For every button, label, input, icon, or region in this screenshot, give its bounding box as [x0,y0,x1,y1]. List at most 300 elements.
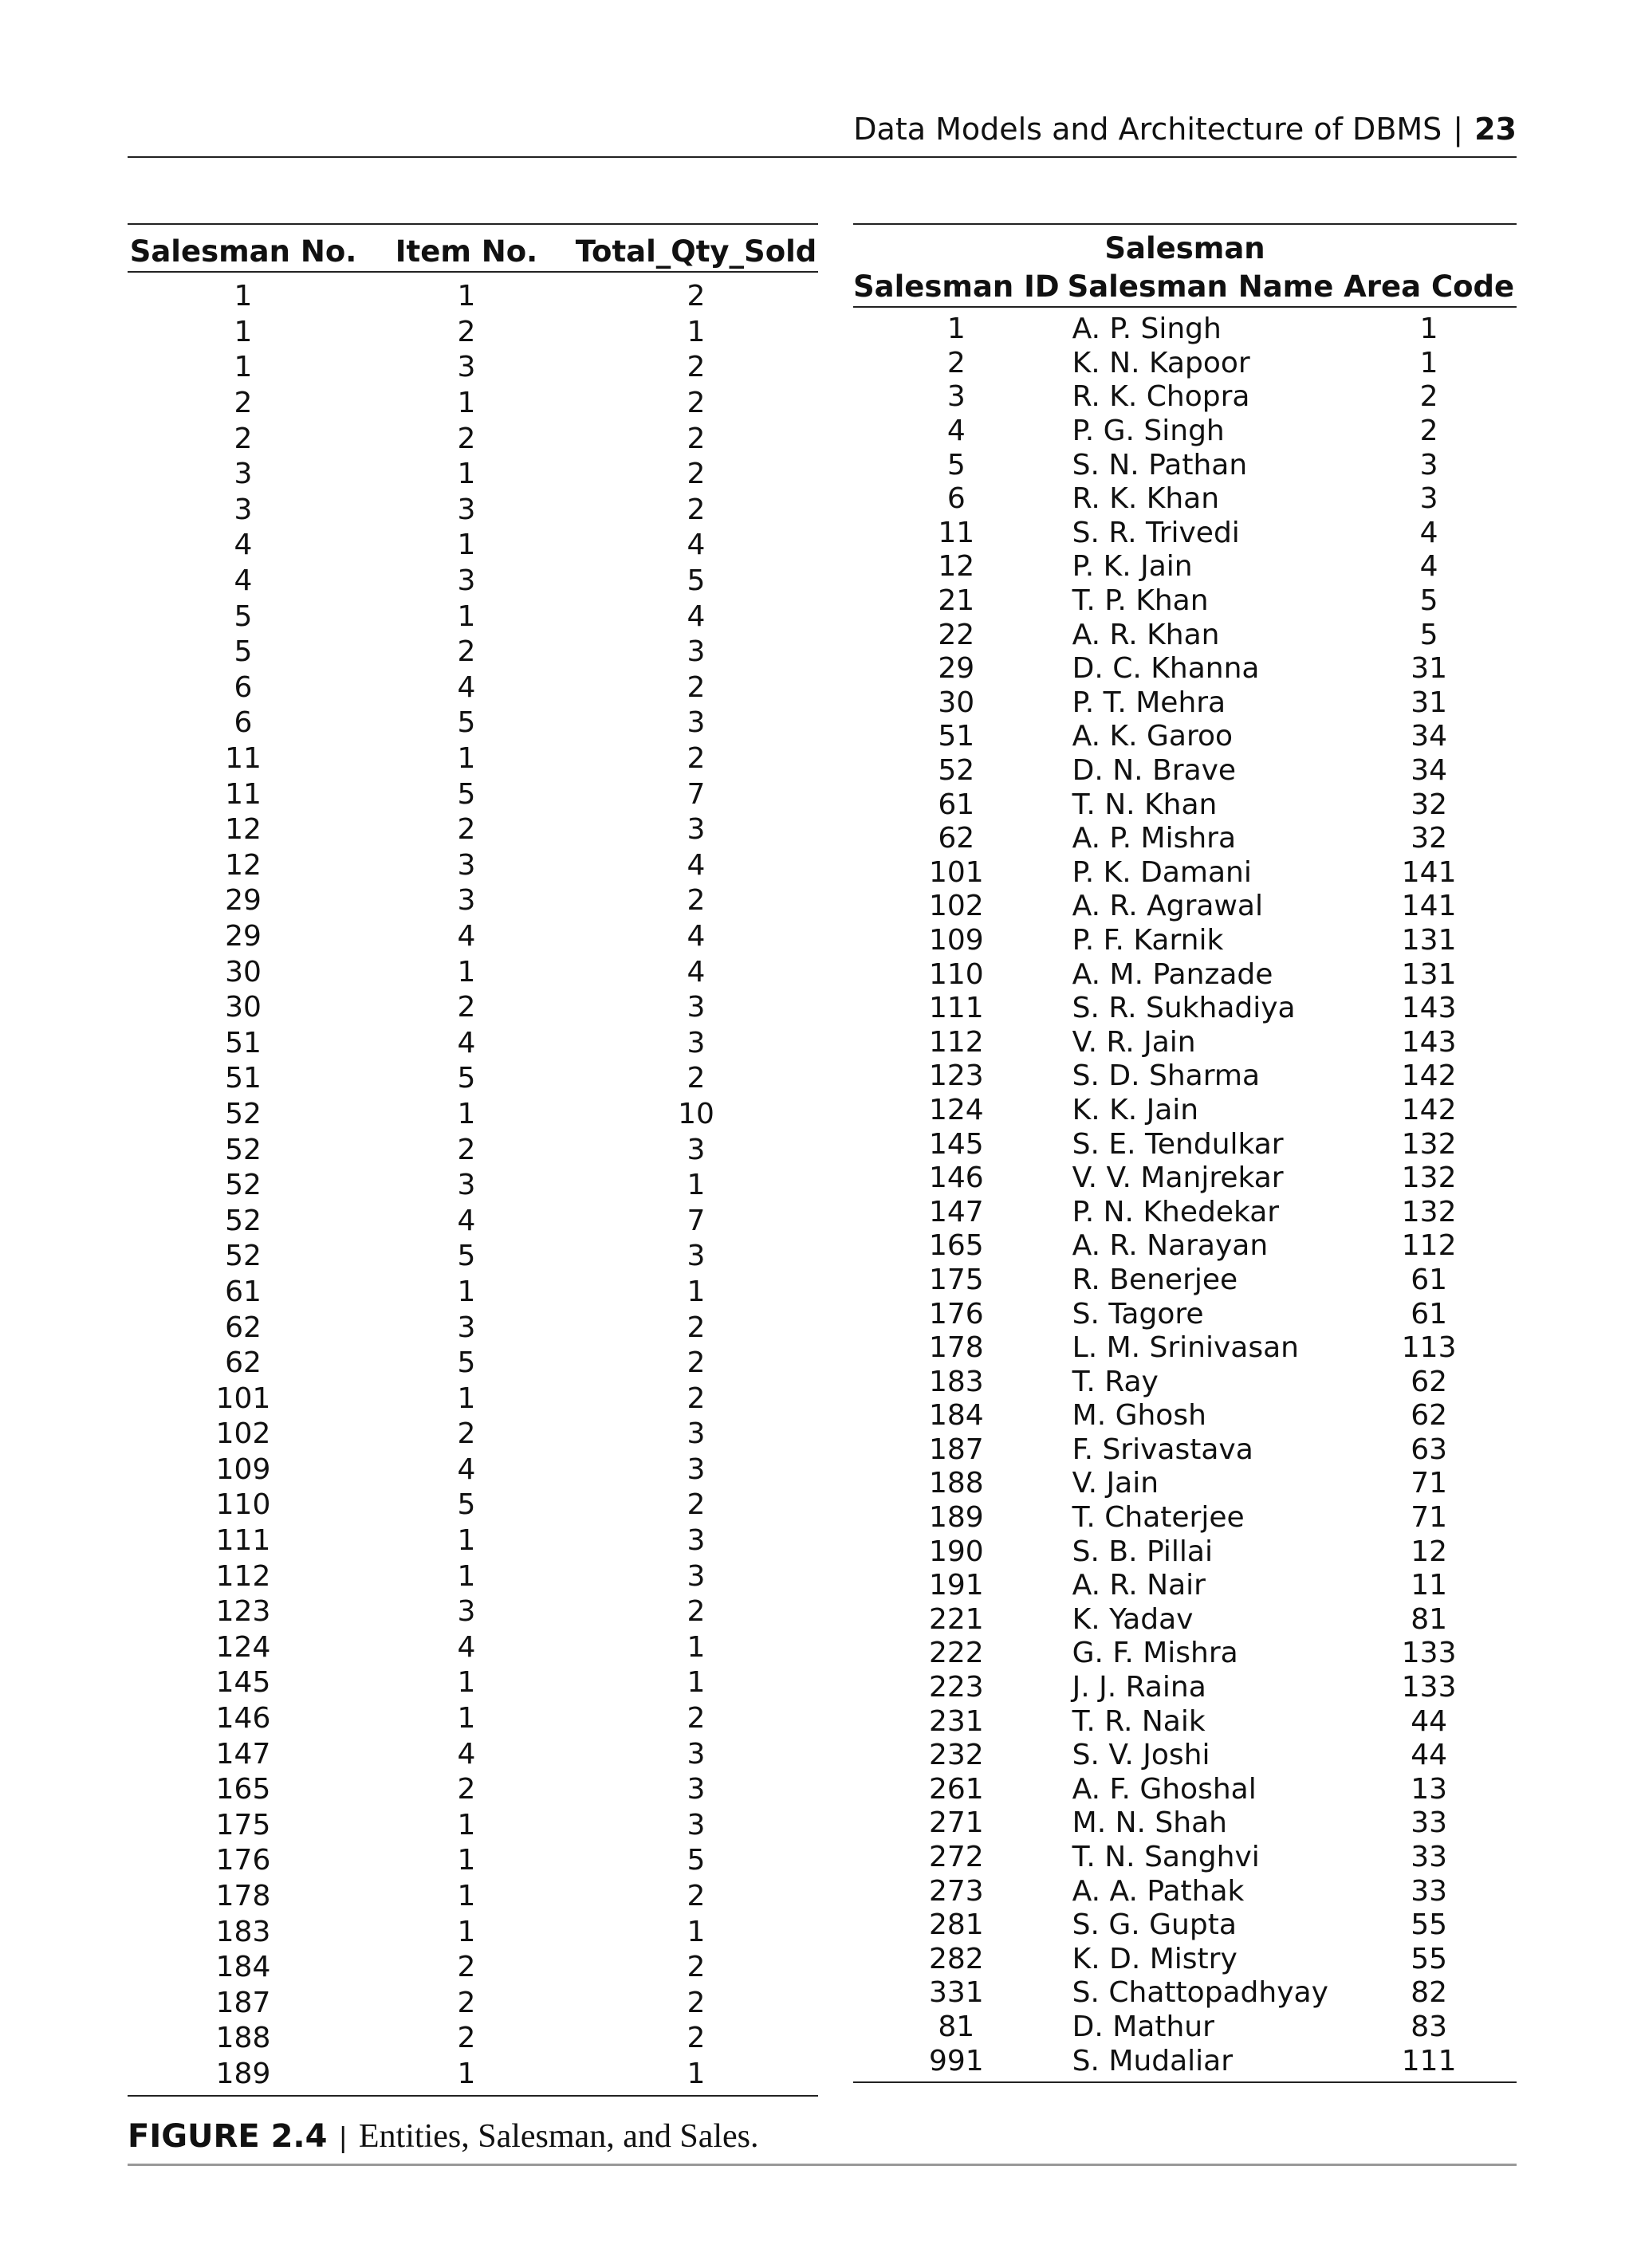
area-code-cell: 131 [1401,957,1457,991]
area-code-cell: 142 [1401,1059,1457,1093]
salesman-id-cell: 991 [928,2044,984,2077]
salesman-id-cell: 231 [928,1704,984,1738]
salesman-no-cell: 52 [225,1097,262,1130]
table-row [853,1637,1517,1671]
salesman-id-cell: 21 [938,584,975,618]
item-no-cell: 5 [457,1240,476,1273]
salesman-name-cell: K. K. Jain [1072,1093,1199,1126]
total-qty-sold-cell: 4 [687,919,706,953]
total-qty-sold-cell: 3 [687,1026,706,1059]
table-row [853,1025,1517,1059]
total-qty-sold-cell: 2 [687,351,706,384]
salesman-no-cell: 29 [225,919,262,953]
salesman-no-cell: 3 [234,458,253,491]
item-no-cell: 1 [457,1559,476,1593]
table-row [853,448,1517,482]
total-qty-sold-cell: 2 [687,387,706,420]
salesman-no-cell: 30 [225,991,262,1024]
salesman-no-cell: 3 [234,493,253,526]
table-row [853,957,1517,992]
salesman-id-cell: 190 [928,1535,984,1568]
figure-caption-text: Entities, Salesman, and Sales. [358,2118,759,2155]
salesman-id-cell: 165 [928,1229,984,1263]
salesman-name-cell: P. T. Mehra [1072,686,1226,719]
total-qty-sold-cell: 1 [687,315,706,348]
salesman-no-cell: 176 [215,1844,271,1877]
salesman-id-cell: 176 [928,1297,984,1331]
item-no-cell: 5 [457,1346,476,1380]
total-qty-sold-cell: 2 [687,1880,706,1913]
table-row [853,1264,1517,1298]
salesman-name-cell: A. P. Singh [1072,312,1222,346]
salesman-id-cell: 331 [928,1976,984,2010]
total-qty-sold-cell: 3 [687,1773,706,1806]
figure-label: FIGURE 2.4 [128,2118,328,2155]
salesman-name-cell: F. Srivastava [1072,1433,1253,1466]
item-no-cell: 2 [457,1773,476,1806]
total-qty-sold-cell: 3 [687,1737,706,1771]
item-no-cell: 2 [457,1417,476,1451]
area-code-cell: 32 [1411,822,1448,855]
col-header-item-no: Item No. [359,224,574,272]
salesman-id-cell: 273 [928,1874,984,1908]
area-code-cell: 44 [1411,1739,1448,1772]
salesman-id-cell: 187 [928,1433,984,1466]
salesman-no-cell: 29 [225,884,262,918]
salesman-no-cell: 12 [225,813,262,847]
salesman-name-cell: D. C. Khanna [1072,652,1260,686]
table-row [853,1501,1517,1535]
table-row [128,350,818,386]
table-row [128,1488,818,1523]
table-row [853,380,1517,415]
salesman-id-cell: 61 [938,788,975,821]
salesman-id-cell: 223 [928,1671,984,1704]
salesman-id-cell: 11 [938,516,975,549]
item-no-cell: 5 [457,706,476,740]
salesman-no-cell: 147 [215,1737,271,1771]
salesman-id-cell: 101 [928,855,984,889]
table-row [128,2057,818,2097]
item-no-cell: 1 [457,387,476,420]
table-row [128,315,818,351]
item-no-cell: 3 [457,848,476,882]
table-row [128,1986,818,2022]
item-no-cell: 2 [457,1951,476,1984]
table-row [128,1772,818,1808]
table-row [128,1559,818,1594]
item-no-cell: 2 [457,991,476,1024]
salesman-name-cell: S. R. Trivedi [1072,516,1240,549]
area-code-cell: 132 [1401,1127,1457,1161]
salesman-id-cell: 22 [938,618,975,651]
table-row [853,1603,1517,1637]
table-row [853,1773,1517,1807]
total-qty-sold-cell: 3 [687,813,706,847]
table-row [128,599,818,635]
total-qty-sold-cell: 2 [687,1062,706,1095]
table-row [128,1417,818,1452]
salesman-table-body [853,307,1517,2082]
total-qty-sold-cell: 4 [687,529,706,562]
table-row [128,1950,818,1986]
salesman-id-cell: 271 [928,1806,984,1840]
running-title: Data Models and Architecture of DBMS [853,112,1442,147]
salesman-id-cell: 1 [946,312,966,346]
table-row [128,1665,818,1701]
area-code-cell: 141 [1401,855,1457,889]
salesman-no-cell: 6 [234,706,253,740]
item-no-cell: 4 [457,1204,476,1237]
total-qty-sold-cell: 1 [687,1666,706,1700]
area-code-cell: 62 [1411,1399,1448,1433]
area-code-cell: 5 [1419,618,1438,651]
col-header-total-qty-sold: Total_Qty_Sold [574,224,818,272]
salesman-no-cell: 51 [225,1062,262,1095]
item-no-cell: 1 [457,1382,476,1415]
area-code-cell: 62 [1411,1365,1448,1398]
area-code-cell: 131 [1401,923,1457,957]
table-row [853,1943,1517,1977]
salesman-no-cell: 52 [225,1204,262,1237]
total-qty-sold-cell: 2 [687,1702,706,1735]
salesman-name-cell: T. R. Naik [1072,1704,1206,1738]
salesman-id-cell: 3 [946,380,966,414]
item-no-cell: 1 [457,1702,476,1735]
salesman-header-row [853,263,1517,307]
table-row [853,1399,1517,1433]
salesman-name-cell: S. Tagore [1072,1297,1204,1331]
area-code-cell: 33 [1411,1806,1448,1840]
total-qty-sold-cell: 2 [687,458,706,491]
salesman-table-caption: Salesman [853,224,1517,263]
salesman-no-cell: 1 [234,351,253,384]
total-qty-sold-cell: 4 [687,955,706,989]
table-row [128,883,818,919]
salesman-id-cell: 81 [938,2010,975,2043]
area-code-cell: 63 [1411,1433,1448,1466]
table-row [853,1127,1517,1162]
total-qty-sold-cell: 5 [687,564,706,598]
table-row [853,1535,1517,1569]
item-no-cell: 1 [457,955,476,989]
salesman-name-cell: K. D. Mistry [1072,1942,1238,1975]
table-row [128,635,818,670]
area-code-cell: 4 [1419,550,1438,584]
table-row [853,1908,1517,1943]
item-no-cell: 1 [457,1880,476,1913]
col-header-salesman-name: Salesman Name [1060,263,1342,307]
table-row [128,1843,818,1879]
total-qty-sold-cell: 2 [687,742,706,776]
area-code-cell: 5 [1419,584,1438,618]
total-qty-sold-cell: 3 [687,1524,706,1558]
table-row [128,1061,818,1097]
salesman-no-cell: 30 [225,955,262,989]
table-row [853,1162,1517,1196]
table-row [853,1976,1517,2011]
area-code-cell: 132 [1401,1195,1457,1228]
table-row [853,856,1517,890]
table-row [128,457,818,493]
table-row [128,2021,818,2057]
salesman-name-cell: V. Jain [1072,1467,1159,1500]
area-code-cell: 55 [1411,1908,1448,1942]
area-code-cell: 81 [1411,1602,1448,1636]
header-separator: | [1453,112,1464,147]
salesman-no-cell: 1 [234,280,253,313]
total-qty-sold-cell: 7 [687,777,706,811]
salesman-no-cell: 102 [215,1417,271,1451]
total-qty-sold-cell: 2 [687,1595,706,1629]
table-row [128,1808,818,1844]
table-row [853,686,1517,721]
total-qty-sold-cell: 1 [687,1915,706,1948]
table-row [128,272,818,315]
area-code-cell: 2 [1419,380,1438,414]
total-qty-sold-cell: 3 [687,706,706,740]
salesman-name-cell: L. M. Srinivasan [1072,1331,1300,1365]
area-code-cell: 12 [1411,1535,1448,1568]
table-row [853,1433,1517,1468]
table-row [853,754,1517,788]
col-header-salesman-id: Salesman ID [853,263,1060,307]
salesman-no-cell: 4 [234,564,253,598]
table-row [128,1203,818,1239]
salesman-name-cell: S. N. Pathan [1072,448,1248,482]
item-no-cell: 1 [457,1097,476,1130]
salesman-name-cell: S. D. Sharma [1072,1059,1261,1093]
table-row [853,890,1517,924]
salesman-name-cell: S. Chattopadhyay [1072,1976,1328,2010]
salesman-no-cell: 187 [215,1986,271,2019]
salesman-no-cell: 62 [225,1346,262,1380]
table-row [128,848,818,884]
salesman-name-cell: A. M. Panzade [1072,957,1273,991]
table-row [128,919,818,955]
salesman-name-cell: J. J. Raina [1072,1671,1206,1704]
salesman-id-cell: 184 [928,1399,984,1433]
area-code-cell: 112 [1401,1229,1457,1263]
total-qty-sold-cell: 3 [687,991,706,1024]
area-code-cell: 32 [1411,788,1448,821]
table-row [128,1736,818,1772]
area-code-cell: 133 [1401,1671,1457,1704]
item-no-cell: 1 [457,1844,476,1877]
salesman-no-cell: 52 [225,1169,262,1202]
salesman-name-cell: K. N. Kapoor [1072,346,1250,379]
table-row [128,564,818,599]
area-code-cell: 55 [1411,1942,1448,1975]
sales-table-body [128,272,818,2096]
salesman-no-cell: 61 [225,1275,262,1308]
item-no-cell: 5 [457,1488,476,1522]
table-row [853,1841,1517,1875]
salesman-name-cell: S. V. Joshi [1072,1739,1210,1772]
table-row [853,1297,1517,1331]
area-code-cell: 44 [1411,1704,1448,1738]
table-row [128,1381,818,1417]
table-row [128,493,818,529]
table-row [128,706,818,741]
salesman-no-cell: 51 [225,1026,262,1059]
table-row [853,415,1517,449]
area-code-cell: 113 [1401,1331,1457,1365]
item-no-cell: 4 [457,1630,476,1664]
total-qty-sold-cell: 3 [687,1240,706,1273]
item-no-cell: 4 [457,1452,476,1486]
salesman-id-cell: 183 [928,1365,984,1398]
salesman-no-cell: 183 [215,1915,271,1948]
salesman-id-cell: 123 [928,1059,984,1093]
item-no-cell: 2 [457,422,476,455]
salesman-id-cell: 282 [928,1942,984,1975]
item-no-cell: 2 [457,1133,476,1166]
area-code-cell: 143 [1401,992,1457,1025]
salesman-id-cell: 12 [938,550,975,584]
table-row [128,1523,818,1559]
item-no-cell: 1 [457,1275,476,1308]
total-qty-sold-cell: 2 [687,1488,706,1522]
salesman-name-cell: A. K. Garoo [1072,720,1234,753]
table-row [853,1806,1517,1841]
salesman-no-cell: 112 [215,1559,271,1593]
area-code-cell: 13 [1411,1772,1448,1806]
table-row [128,776,818,812]
table-row [128,1025,818,1061]
area-code-cell: 33 [1411,1874,1448,1908]
item-no-cell: 4 [457,919,476,953]
item-no-cell: 1 [457,1915,476,1948]
table-row [853,1569,1517,1603]
table-row [853,307,1517,347]
total-qty-sold-cell: 2 [687,1311,706,1344]
salesman-name-cell: T. Chaterjee [1072,1501,1245,1535]
table-row [853,2044,1517,2082]
item-no-cell: 2 [457,813,476,847]
total-qty-sold-cell: 2 [687,884,706,918]
item-no-cell: 3 [457,564,476,598]
area-code-cell: 31 [1411,686,1448,719]
salesman-name-cell: S. R. Sukhadiya [1072,992,1296,1025]
salesman-id-cell: 281 [928,1908,984,1942]
salesman-id-cell: 4 [946,415,966,448]
area-code-cell: 71 [1411,1467,1448,1500]
total-qty-sold-cell: 4 [687,599,706,633]
salesman-name-cell: T. N. Sanghvi [1072,1841,1260,1874]
table-row [853,1467,1517,1501]
table-row [128,1097,818,1133]
table-row [128,1310,818,1346]
item-no-cell: 1 [457,458,476,491]
total-qty-sold-cell: 3 [687,1808,706,1842]
salesman-no-cell: 11 [225,777,262,811]
salesman-name-cell: P. K. Jain [1072,550,1193,584]
item-no-cell: 2 [457,315,476,348]
table-row [853,347,1517,381]
salesman-name-cell: S. G. Gupta [1072,1908,1237,1942]
salesman-name-cell: P. F. Karnik [1072,923,1224,957]
table-row [128,1346,818,1382]
table-row [853,2011,1517,2045]
total-qty-sold-cell: 2 [687,2022,706,2055]
salesman-name-cell: A. R. Khan [1072,618,1220,651]
table-row [853,1059,1517,1094]
salesman-name-cell: M. Ghosh [1072,1399,1206,1433]
table-row [128,1132,818,1168]
salesman-name-cell: A. A. Pathak [1072,1874,1245,1908]
area-code-cell: 133 [1401,1637,1457,1670]
salesman-id-cell: 191 [928,1569,984,1602]
table-row [853,1365,1517,1399]
table-row [853,1671,1517,1705]
total-qty-sold-cell: 2 [687,1382,706,1415]
item-no-cell: 3 [457,1169,476,1202]
area-code-cell: 111 [1401,2044,1457,2077]
col-header-area-code: Area Code [1341,263,1517,307]
figure-caption [128,2117,1517,2166]
area-code-cell: 142 [1401,1093,1457,1126]
table-row [128,741,818,777]
table-row [853,1704,1517,1739]
salesman-id-cell: 6 [946,482,966,516]
table-row [128,1275,818,1311]
table-row [853,720,1517,754]
table-row [853,618,1517,652]
total-qty-sold-cell: 2 [687,1951,706,1984]
area-code-cell: 143 [1401,1025,1457,1059]
total-qty-sold-cell: 3 [687,1452,706,1486]
salesman-id-cell: 29 [938,652,975,686]
area-code-cell: 34 [1411,754,1448,788]
salesman-no-cell: 52 [225,1133,262,1166]
salesman-id-cell: 232 [928,1739,984,1772]
table-row [853,1331,1517,1366]
sales-table [128,223,818,2097]
table-row [128,1630,818,1666]
table-row [853,992,1517,1026]
area-code-cell: 34 [1411,720,1448,753]
total-qty-sold-cell: 3 [687,635,706,669]
table-row [128,812,818,848]
salesman-name-cell: R. K. Khan [1072,482,1220,516]
salesman-table [853,223,1517,2083]
item-no-cell: 4 [457,670,476,704]
area-code-cell: 71 [1411,1501,1448,1535]
salesman-no-cell: 11 [225,742,262,776]
salesman-name-cell: A. F. Ghoshal [1072,1772,1257,1806]
table-row [853,1229,1517,1264]
total-qty-sold-cell: 10 [678,1097,714,1130]
salesman-name-cell: P. N. Khedekar [1072,1195,1280,1228]
table-row [853,550,1517,584]
salesman-name-cell: V. R. Jain [1072,1025,1196,1059]
salesman-no-cell: 124 [215,1630,271,1664]
salesman-no-cell: 52 [225,1240,262,1273]
area-code-cell: 61 [1411,1263,1448,1296]
salesman-id-cell: 272 [928,1841,984,1874]
salesman-id-cell: 30 [938,686,975,719]
table-row [853,482,1517,517]
area-code-cell: 31 [1411,652,1448,686]
table-row [853,1195,1517,1229]
item-no-cell: 5 [457,777,476,811]
salesman-no-cell: 188 [215,2022,271,2055]
item-no-cell: 2 [457,2022,476,2055]
item-no-cell: 1 [457,2057,476,2090]
salesman-no-cell: 146 [215,1702,271,1735]
salesman-name-cell: K. Yadav [1072,1602,1194,1636]
